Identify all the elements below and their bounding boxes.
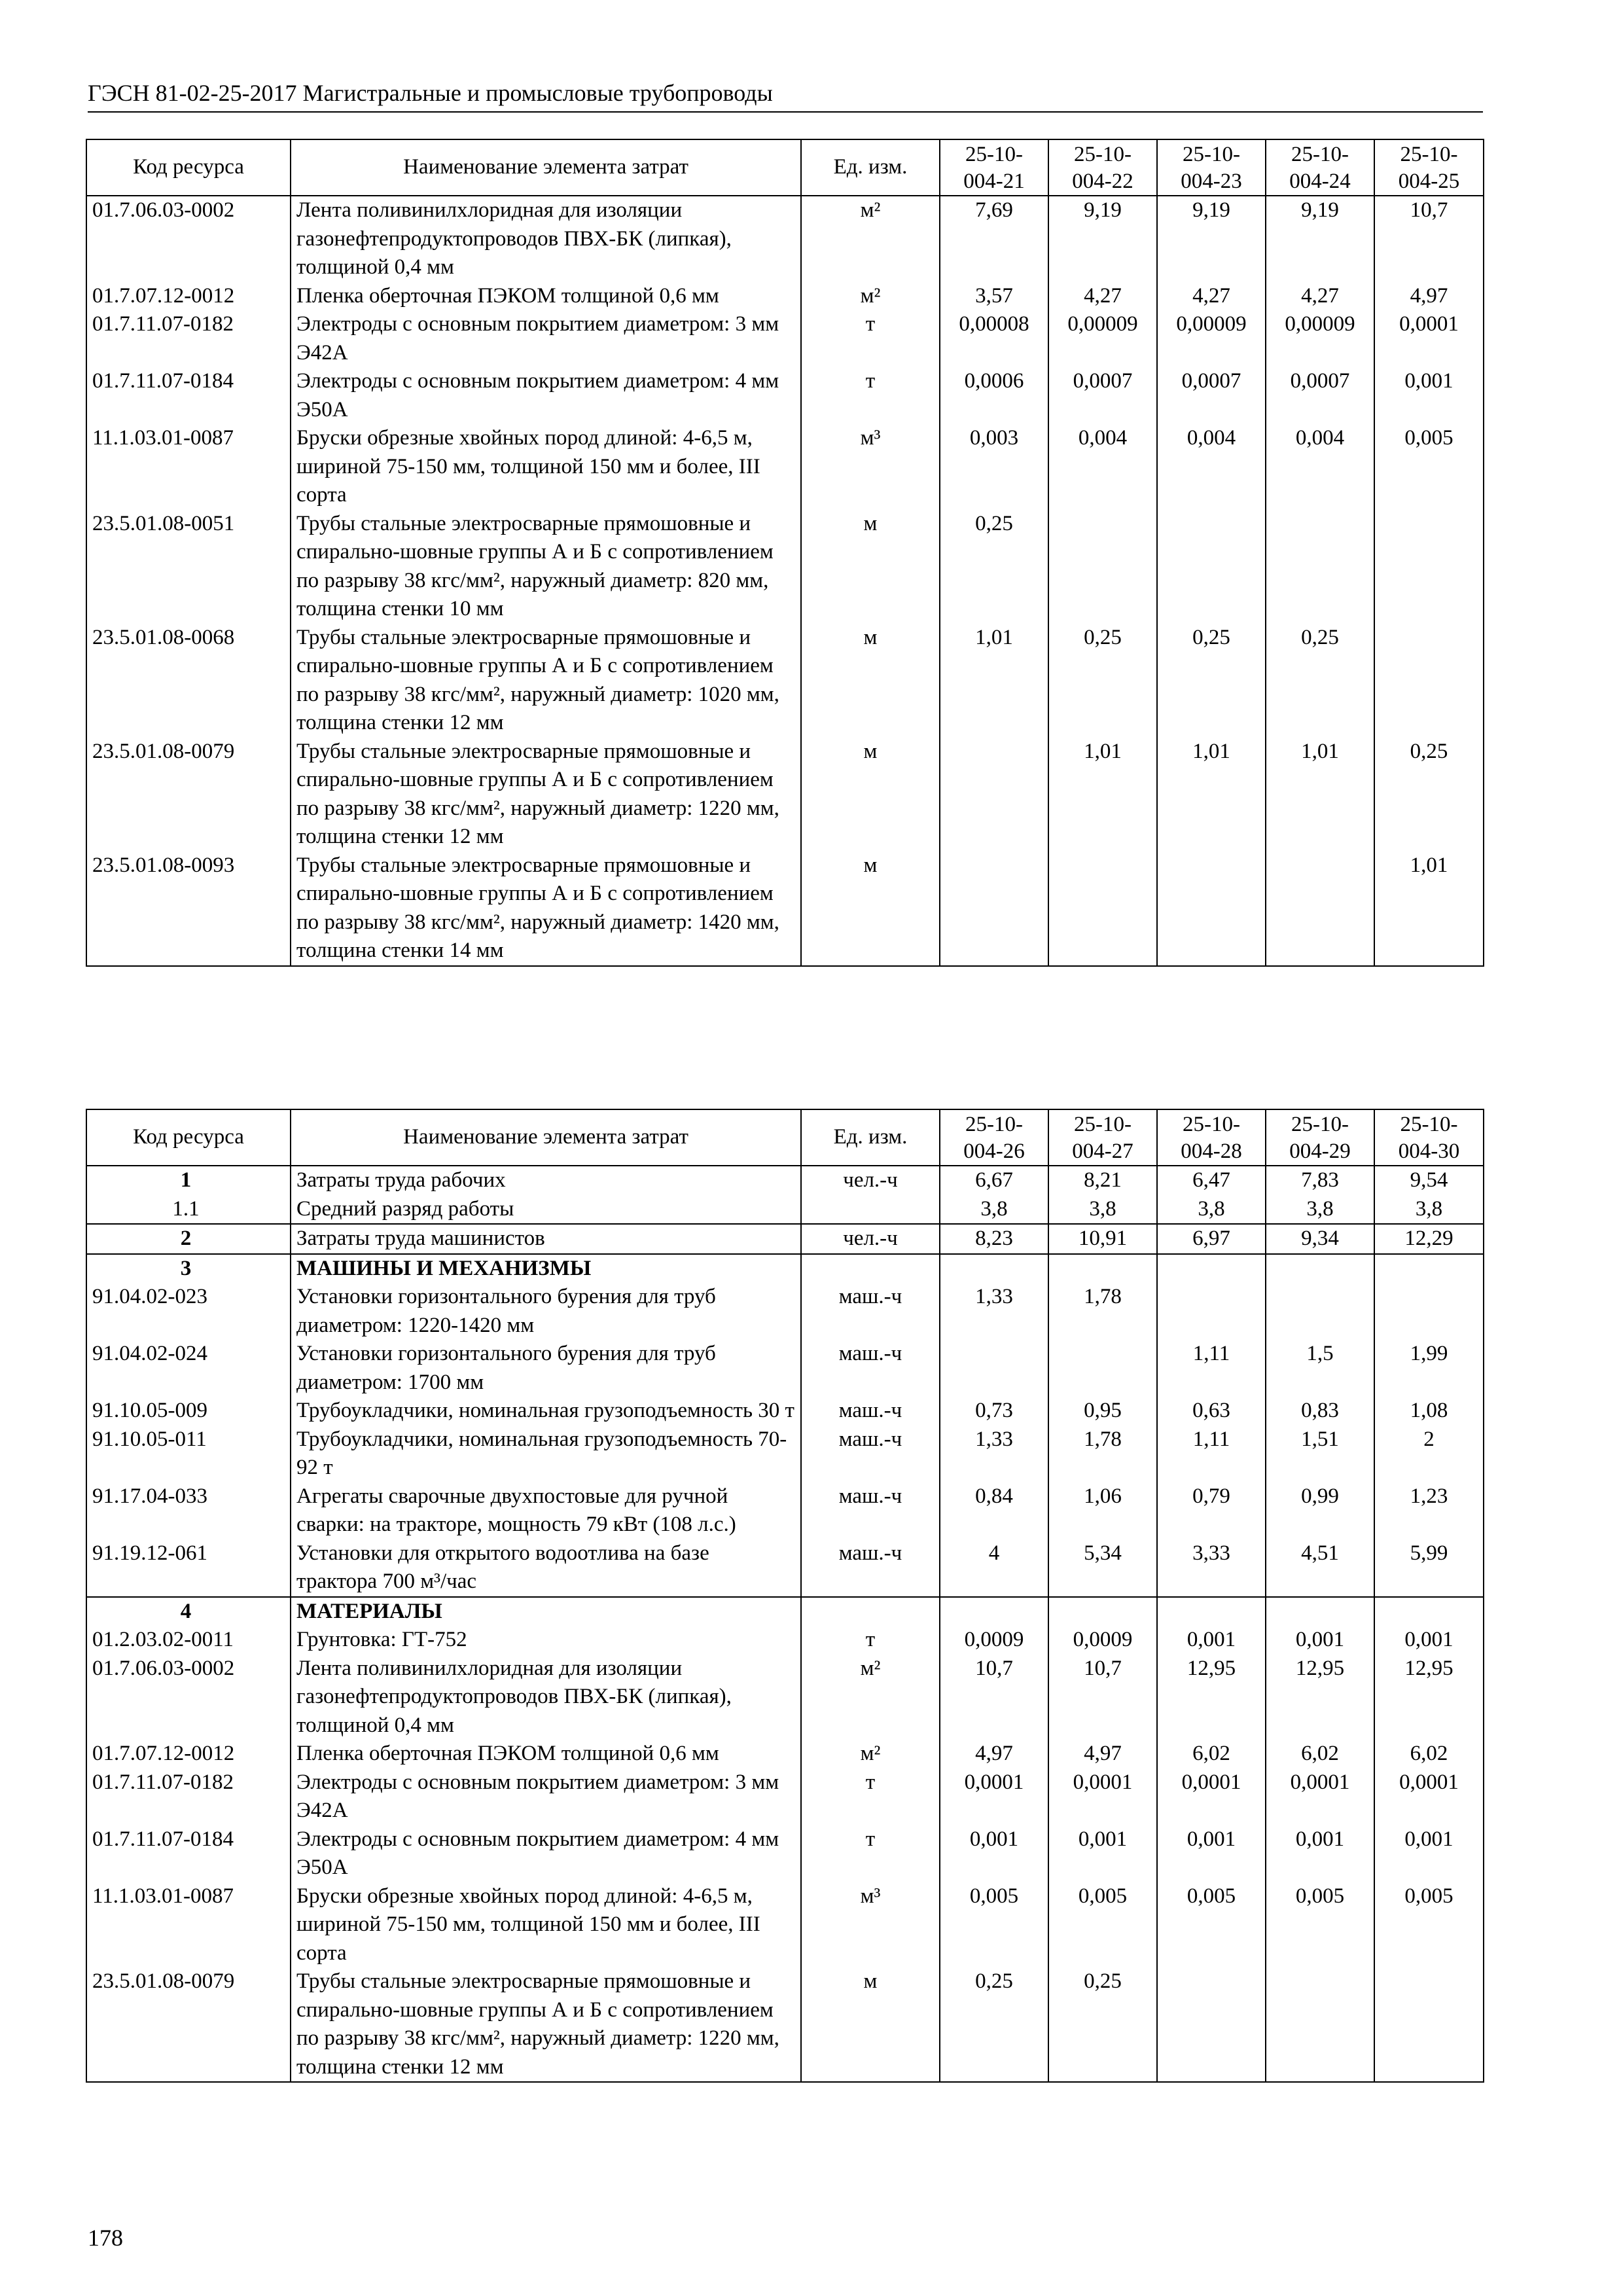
unit-cell: м [801, 1967, 940, 2082]
unit-cell: м [801, 852, 940, 966]
resource-name-cell: МАТЕРИАЛЫ [291, 1597, 801, 1626]
table-row [86, 1655, 1484, 1740]
resource-code-cell: 01.7.11.07-0184 [86, 367, 291, 424]
table-row [86, 738, 1484, 852]
resource-code-cell: 91.04.02-024 [86, 1340, 291, 1397]
resource-code-cell: 11.1.03.01-0087 [86, 1882, 291, 1968]
norm-value-cell: 3,33 [1157, 1539, 1266, 1597]
table-row [86, 1825, 1484, 1882]
resource-name-cell: Установки для открытого водоотлива на базе трактора 700 м³/час [291, 1539, 801, 1597]
resource-code-cell: 91.10.05-011 [86, 1426, 291, 1482]
resource-code-cell: 23.5.01.08-0051 [86, 510, 291, 624]
norm-value-cell: 0,99 [1266, 1482, 1374, 1539]
resource-name-cell: Агрегаты сварочные двухпостовые для ручной сварки: на тракторе, мощность 79 кВт (108 л.с.) [291, 1482, 801, 1539]
norm-value-cell: 5,34 [1048, 1539, 1157, 1597]
resource-code-cell: 01.7.06.03-0002 [86, 196, 291, 282]
resource-name-cell: Лента поливинилхлоридная для изоляции газонефтепродуктопроводов ПВХ-БК (липкая), толщиной 0,4 мм [291, 1655, 801, 1740]
resource-code-cell: 4 [86, 1597, 291, 1626]
norm-value-cell [1266, 1283, 1374, 1340]
norm-value-cell: 0,95 [1048, 1397, 1157, 1426]
resource-code-cell: 01.7.07.12-0012 [86, 282, 291, 311]
norm-column-header: 25-10- 004-30 [1374, 1109, 1484, 1166]
resource-name-cell: Бруски обрезные хвойных пород длиной: 4-6,5 м, шириной 75-150 мм, толщиной 150 мм и более, III сорта [291, 424, 801, 510]
norm-column-header: 25-10- 004-28 [1157, 1109, 1266, 1166]
norm-value-cell: 0,005 [1374, 1882, 1484, 1968]
norm-value-cell: 10,7 [940, 1655, 1048, 1740]
resource-name-cell: Средний разряд работы [291, 1195, 801, 1225]
unit-cell: т [801, 1768, 940, 1825]
resource-name-cell: Бруски обрезные хвойных пород длиной: 4-6,5 м, шириной 75-150 мм, толщиной 150 мм и более, III сорта [291, 1882, 801, 1968]
norm-value-cell: 1,33 [940, 1426, 1048, 1482]
resource-name-cell: Установки горизонтального бурения для труб диаметром: 1700 мм [291, 1340, 801, 1397]
norm-value-cell: 3,8 [940, 1195, 1048, 1225]
norm-value-cell: 0,73 [940, 1397, 1048, 1426]
resource-code-cell: 01.7.07.12-0012 [86, 1740, 291, 1768]
norm-column-header: 25-10- 004-26 [940, 1109, 1048, 1166]
resource-name-cell: Электроды с основным покрытием диаметром: 4 мм Э50А [291, 1825, 801, 1882]
norm-value-cell: 4,97 [1048, 1740, 1157, 1768]
unit-cell: маш.-ч [801, 1397, 940, 1426]
resource-code-cell: 01.7.06.03-0002 [86, 1655, 291, 1740]
unit-cell: м [801, 738, 940, 852]
norm-value-cell: 0,79 [1157, 1482, 1266, 1539]
resource-name-cell: Затраты труда рабочих [291, 1166, 801, 1195]
norm-value-cell [1048, 510, 1157, 624]
table-row [86, 1482, 1484, 1539]
page-header: ГЭСН 81-02-25-2017 Магистральные и промысловые трубопроводы [88, 80, 1483, 113]
norm-value-cell: 0,0001 [940, 1768, 1048, 1825]
norm-value-cell: 9,19 [1048, 196, 1157, 282]
norm-value-cell: 0,004 [1157, 424, 1266, 510]
resource-name-cell: Трубы стальные электросварные прямошовные и спирально-шовные группы А и Б с сопротивлением по разрыву 38 кгс/мм², наружный диаметр: 1020 мм, толщина стенки 12 мм [291, 624, 801, 738]
resource-code-cell: 23.5.01.08-0079 [86, 1967, 291, 2082]
resource-name-cell: Грунтовка: ГТ-752 [291, 1626, 801, 1655]
norm-value-cell: 0,63 [1157, 1397, 1266, 1426]
norm-value-cell: 12,95 [1266, 1655, 1374, 1740]
unit-cell: м² [801, 196, 940, 282]
norm-value-cell: 0,25 [1048, 624, 1157, 738]
norm-value-cell: 6,02 [1157, 1740, 1266, 1768]
table-row [86, 282, 1484, 311]
norm-value-cell: 0,005 [940, 1882, 1048, 1968]
norm-value-cell: 0,0001 [1374, 1768, 1484, 1825]
norm-value-cell: 1,78 [1048, 1283, 1157, 1340]
norm-column-header: 25-10- 004-24 [1266, 139, 1374, 196]
norm-value-cell: 7,83 [1266, 1166, 1374, 1195]
norm-value-cell: 0,0009 [1048, 1626, 1157, 1655]
resource-name-cell: Пленка оберточная ПЭКОМ толщиной 0,6 мм [291, 282, 801, 311]
unit-column-header: Ед. изм. [801, 1109, 940, 1166]
table-row [86, 624, 1484, 738]
resource-name-cell: Лента поливинилхлоридная для изоляции газонефтепродуктопроводов ПВХ-БК (липкая), толщиной 0,4 мм [291, 196, 801, 282]
norm-column-header: 25-10- 004-25 [1374, 139, 1484, 196]
norm-value-cell: 6,67 [940, 1166, 1048, 1195]
norm-value-cell: 4,97 [1374, 282, 1484, 311]
norm-value-cell [1048, 1254, 1157, 1283]
resource-name-cell: Трубы стальные электросварные прямошовные и спирально-шовные группы А и Б с сопротивлением по разрыву 38 кгс/мм², наружный диаметр: 1420 мм, толщина стенки 14 мм [291, 852, 801, 966]
norm-column-header: 25-10- 004-23 [1157, 139, 1266, 196]
norm-value-cell: 0,0007 [1048, 367, 1157, 424]
unit-cell: м² [801, 282, 940, 311]
unit-cell: м³ [801, 1882, 940, 1968]
table-header-row [86, 1109, 1484, 1166]
norm-value-cell: 0,004 [1266, 424, 1374, 510]
resource-code-cell: 1 [86, 1166, 291, 1195]
table-row [86, 1166, 1484, 1195]
resource-name-cell: Трубы стальные электросварные прямошовные и спирально-шовные группы А и Б с сопротивлением по разрыву 38 кгс/мм², наружный диаметр: 1220 мм, толщина стенки 12 мм [291, 1967, 801, 2082]
norm-value-cell [1266, 1967, 1374, 2082]
norm-value-cell: 6,97 [1157, 1224, 1266, 1254]
resource-code-cell: 91.04.02-023 [86, 1283, 291, 1340]
norm-value-cell: 2 [1374, 1426, 1484, 1482]
norm-value-cell: 1,78 [1048, 1426, 1157, 1482]
table-row [86, 1740, 1484, 1768]
norm-column-header: 25-10- 004-29 [1266, 1109, 1374, 1166]
resource-code-cell: 01.7.11.07-0182 [86, 1768, 291, 1825]
table-row [86, 852, 1484, 966]
name-column-header: Наименование элемента затрат [291, 1109, 801, 1166]
norm-value-cell [1374, 1283, 1484, 1340]
norm-value-cell: 6,02 [1266, 1740, 1374, 1768]
table-row [86, 1340, 1484, 1397]
norm-value-cell: 12,95 [1157, 1655, 1266, 1740]
norm-value-cell: 0,0007 [1266, 367, 1374, 424]
norm-value-cell: 0,25 [1266, 624, 1374, 738]
norm-value-cell [1048, 1340, 1157, 1397]
norm-value-cell: 3,57 [940, 282, 1048, 311]
norm-value-cell: 4,27 [1157, 282, 1266, 311]
norm-value-cell [1374, 1967, 1484, 2082]
norm-value-cell: 0,001 [1157, 1626, 1266, 1655]
norm-value-cell: 0,001 [1374, 367, 1484, 424]
norm-value-cell [1157, 1597, 1266, 1626]
norm-value-cell [1157, 1967, 1266, 2082]
unit-cell: м² [801, 1655, 940, 1740]
resource-code-cell: 2 [86, 1224, 291, 1254]
resource-code-cell: 91.19.12-061 [86, 1539, 291, 1597]
unit-cell: м² [801, 1740, 940, 1768]
norm-value-cell [940, 1254, 1048, 1283]
table-row [86, 1283, 1484, 1340]
norm-value-cell [1157, 510, 1266, 624]
norm-value-cell: 0,0001 [1157, 1768, 1266, 1825]
norm-value-cell: 10,7 [1374, 196, 1484, 282]
norm-value-cell [1374, 624, 1484, 738]
unit-cell: м [801, 510, 940, 624]
norm-value-cell: 9,19 [1266, 196, 1374, 282]
unit-cell: маш.-ч [801, 1426, 940, 1482]
table-row [86, 424, 1484, 510]
norm-value-cell: 9,19 [1157, 196, 1266, 282]
norm-value-cell: 0,0009 [940, 1626, 1048, 1655]
norm-value-cell: 3,8 [1374, 1195, 1484, 1225]
resource-code-cell: 11.1.03.01-0087 [86, 424, 291, 510]
unit-cell: маш.-ч [801, 1283, 940, 1340]
norm-value-cell [1157, 852, 1266, 966]
table-row [86, 1597, 1484, 1626]
table-row [86, 1224, 1484, 1254]
norm-value-cell: 0,84 [940, 1482, 1048, 1539]
norm-value-cell: 12,95 [1374, 1655, 1484, 1740]
unit-cell: маш.-ч [801, 1482, 940, 1539]
table-row [86, 367, 1484, 424]
resource-name-cell: Электроды с основным покрытием диаметром: 4 мм Э50А [291, 367, 801, 424]
table-header-row [86, 139, 1484, 196]
norm-value-cell: 10,7 [1048, 1655, 1157, 1740]
norm-value-cell: 0,005 [1374, 424, 1484, 510]
resource-name-cell: Установки горизонтального бурения для труб диаметром: 1220-1420 мм [291, 1283, 801, 1340]
code-column-header: Код ресурса [86, 1109, 291, 1166]
unit-cell: маш.-ч [801, 1539, 940, 1597]
norm-value-cell: 3,8 [1266, 1195, 1374, 1225]
norm-value-cell: 1,01 [1157, 738, 1266, 852]
norm-value-cell [940, 1597, 1048, 1626]
norm-value-cell: 4,97 [940, 1740, 1048, 1768]
resource-name-cell: Электроды с основным покрытием диаметром: 3 мм Э42А [291, 310, 801, 367]
resource-name-cell: МАШИНЫ И МЕХАНИЗМЫ [291, 1254, 801, 1283]
norm-value-cell: 0,25 [1374, 738, 1484, 852]
resource-table-1 [86, 139, 1484, 967]
norm-value-cell: 7,69 [940, 196, 1048, 282]
table-row [86, 1882, 1484, 1968]
norm-value-cell: 4,27 [1048, 282, 1157, 311]
norm-value-cell: 0,0001 [1374, 310, 1484, 367]
table-row [86, 1768, 1484, 1825]
unit-cell: м³ [801, 424, 940, 510]
norm-column-header: 25-10- 004-27 [1048, 1109, 1157, 1166]
table-row [86, 1626, 1484, 1655]
norm-value-cell [1157, 1283, 1266, 1340]
norm-value-cell: 6,02 [1374, 1740, 1484, 1768]
table-row [86, 1426, 1484, 1482]
norm-value-cell: 0,25 [1048, 1967, 1157, 2082]
name-column-header: Наименование элемента затрат [291, 139, 801, 196]
resource-code-cell: 01.7.11.07-0182 [86, 310, 291, 367]
norm-value-cell: 0,005 [1048, 1882, 1157, 1968]
norm-value-cell: 0,0001 [1048, 1768, 1157, 1825]
norm-value-cell: 1,01 [1266, 738, 1374, 852]
norm-value-cell: 5,99 [1374, 1539, 1484, 1597]
norm-value-cell: 1,01 [940, 624, 1048, 738]
norm-value-cell [940, 738, 1048, 852]
norm-value-cell [1266, 1254, 1374, 1283]
unit-column-header: Ед. изм. [801, 139, 940, 196]
norm-value-cell: 0,001 [1374, 1626, 1484, 1655]
norm-value-cell: 0,001 [940, 1825, 1048, 1882]
norm-value-cell: 0,005 [1266, 1882, 1374, 1968]
norm-value-cell: 0,001 [1266, 1825, 1374, 1882]
norm-value-cell: 4,51 [1266, 1539, 1374, 1597]
norm-value-cell: 1,5 [1266, 1340, 1374, 1397]
norm-value-cell: 0,00009 [1266, 310, 1374, 367]
norm-value-cell [1266, 852, 1374, 966]
unit-cell: т [801, 367, 940, 424]
norm-value-cell: 6,47 [1157, 1166, 1266, 1195]
norm-value-cell: 1,08 [1374, 1397, 1484, 1426]
norm-value-cell: 9,34 [1266, 1224, 1374, 1254]
resource-name-cell: Затраты труда машинистов [291, 1224, 801, 1254]
resource-name-cell: Пленка оберточная ПЭКОМ толщиной 0,6 мм [291, 1740, 801, 1768]
table-row [86, 1397, 1484, 1426]
norm-value-cell: 4 [940, 1539, 1048, 1597]
unit-cell [801, 1597, 940, 1626]
norm-value-cell: 1,06 [1048, 1482, 1157, 1539]
unit-cell [801, 1254, 940, 1283]
norm-value-cell: 1,51 [1266, 1426, 1374, 1482]
norm-value-cell: 12,29 [1374, 1224, 1484, 1254]
norm-value-cell: 0,00008 [940, 310, 1048, 367]
resource-table-2 [86, 1109, 1484, 2083]
norm-value-cell: 0,25 [1157, 624, 1266, 738]
norm-value-cell [1374, 1597, 1484, 1626]
resource-name-cell: Трубы стальные электросварные прямошовные и спирально-шовные группы А и Б с сопротивлением по разрыву 38 кгс/мм², наружный диаметр: 820 мм, толщина стенки 10 мм [291, 510, 801, 624]
norm-value-cell: 8,21 [1048, 1166, 1157, 1195]
norm-value-cell: 0,0006 [940, 367, 1048, 424]
table-row [86, 510, 1484, 624]
norm-value-cell: 1,33 [940, 1283, 1048, 1340]
norm-column-header: 25-10- 004-22 [1048, 139, 1157, 196]
norm-value-cell [940, 1340, 1048, 1397]
norm-value-cell: 3,8 [1157, 1195, 1266, 1225]
resource-name-cell: Электроды с основным покрытием диаметром: 3 мм Э42А [291, 1768, 801, 1825]
norm-value-cell: 9,54 [1374, 1166, 1484, 1195]
norm-value-cell: 1,11 [1157, 1426, 1266, 1482]
resource-code-cell: 1.1 [86, 1195, 291, 1225]
norm-value-cell: 0,0001 [1266, 1768, 1374, 1825]
norm-value-cell: 1,11 [1157, 1340, 1266, 1397]
table-row [86, 196, 1484, 282]
norm-value-cell: 8,23 [940, 1224, 1048, 1254]
unit-cell: т [801, 1626, 940, 1655]
norm-value-cell [1048, 1597, 1157, 1626]
table-row [86, 1539, 1484, 1597]
resource-code-cell: 3 [86, 1254, 291, 1283]
norm-value-cell: 0,83 [1266, 1397, 1374, 1426]
unit-cell [801, 1195, 940, 1225]
norm-value-cell: 0,25 [940, 510, 1048, 624]
table-row [86, 310, 1484, 367]
norm-value-cell [1157, 1254, 1266, 1283]
resource-code-cell: 91.17.04-033 [86, 1482, 291, 1539]
norm-value-cell: 3,8 [1048, 1195, 1157, 1225]
table-row [86, 1254, 1484, 1283]
resource-code-cell: 01.7.11.07-0184 [86, 1825, 291, 1882]
unit-cell: чел.-ч [801, 1224, 940, 1254]
norm-value-cell: 0,001 [1374, 1825, 1484, 1882]
norm-column-header: 25-10- 004-21 [940, 139, 1048, 196]
code-column-header: Код ресурса [86, 139, 291, 196]
norm-value-cell: 1,01 [1374, 852, 1484, 966]
resource-code-cell: 23.5.01.08-0068 [86, 624, 291, 738]
norm-value-cell: 4,27 [1266, 282, 1374, 311]
norm-value-cell [1374, 510, 1484, 624]
norm-value-cell: 0,00009 [1157, 310, 1266, 367]
unit-cell: т [801, 1825, 940, 1882]
resource-name-cell: Трубоукладчики, номинальная грузоподъемность 70-92 т [291, 1426, 801, 1482]
table-row [86, 1967, 1484, 2082]
norm-value-cell: 0,00009 [1048, 310, 1157, 367]
norm-value-cell: 0,005 [1157, 1882, 1266, 1968]
resource-code-cell: 23.5.01.08-0079 [86, 738, 291, 852]
norm-value-cell: 0,001 [1266, 1626, 1374, 1655]
unit-cell: чел.-ч [801, 1166, 940, 1195]
resource-code-cell: 01.2.03.02-0011 [86, 1626, 291, 1655]
norm-value-cell: 0,0007 [1157, 367, 1266, 424]
norm-value-cell: 10,91 [1048, 1224, 1157, 1254]
norm-value-cell [1048, 852, 1157, 966]
norm-value-cell: 0,004 [1048, 424, 1157, 510]
norm-value-cell: 1,01 [1048, 738, 1157, 852]
resource-code-cell: 23.5.01.08-0093 [86, 852, 291, 966]
norm-value-cell [940, 852, 1048, 966]
unit-cell: т [801, 310, 940, 367]
norm-value-cell: 0,001 [1157, 1825, 1266, 1882]
resource-name-cell: Трубоукладчики, номинальная грузоподъемность 30 т [291, 1397, 801, 1426]
norm-value-cell: 1,23 [1374, 1482, 1484, 1539]
norm-value-cell: 0,25 [940, 1967, 1048, 2082]
page-number: 178 [88, 2225, 123, 2251]
unit-cell: маш.-ч [801, 1340, 940, 1397]
norm-value-cell: 0,001 [1048, 1825, 1157, 1882]
resource-code-cell: 91.10.05-009 [86, 1397, 291, 1426]
norm-value-cell: 0,003 [940, 424, 1048, 510]
norm-value-cell: 1,99 [1374, 1340, 1484, 1397]
unit-cell: м [801, 624, 940, 738]
table-row [86, 1195, 1484, 1225]
norm-value-cell [1266, 510, 1374, 624]
norm-value-cell [1374, 1254, 1484, 1283]
norm-value-cell [1266, 1597, 1374, 1626]
resource-name-cell: Трубы стальные электросварные прямошовные и спирально-шовные группы А и Б с сопротивлением по разрыву 38 кгс/мм², наружный диаметр: 1220 мм, толщина стенки 12 мм [291, 738, 801, 852]
